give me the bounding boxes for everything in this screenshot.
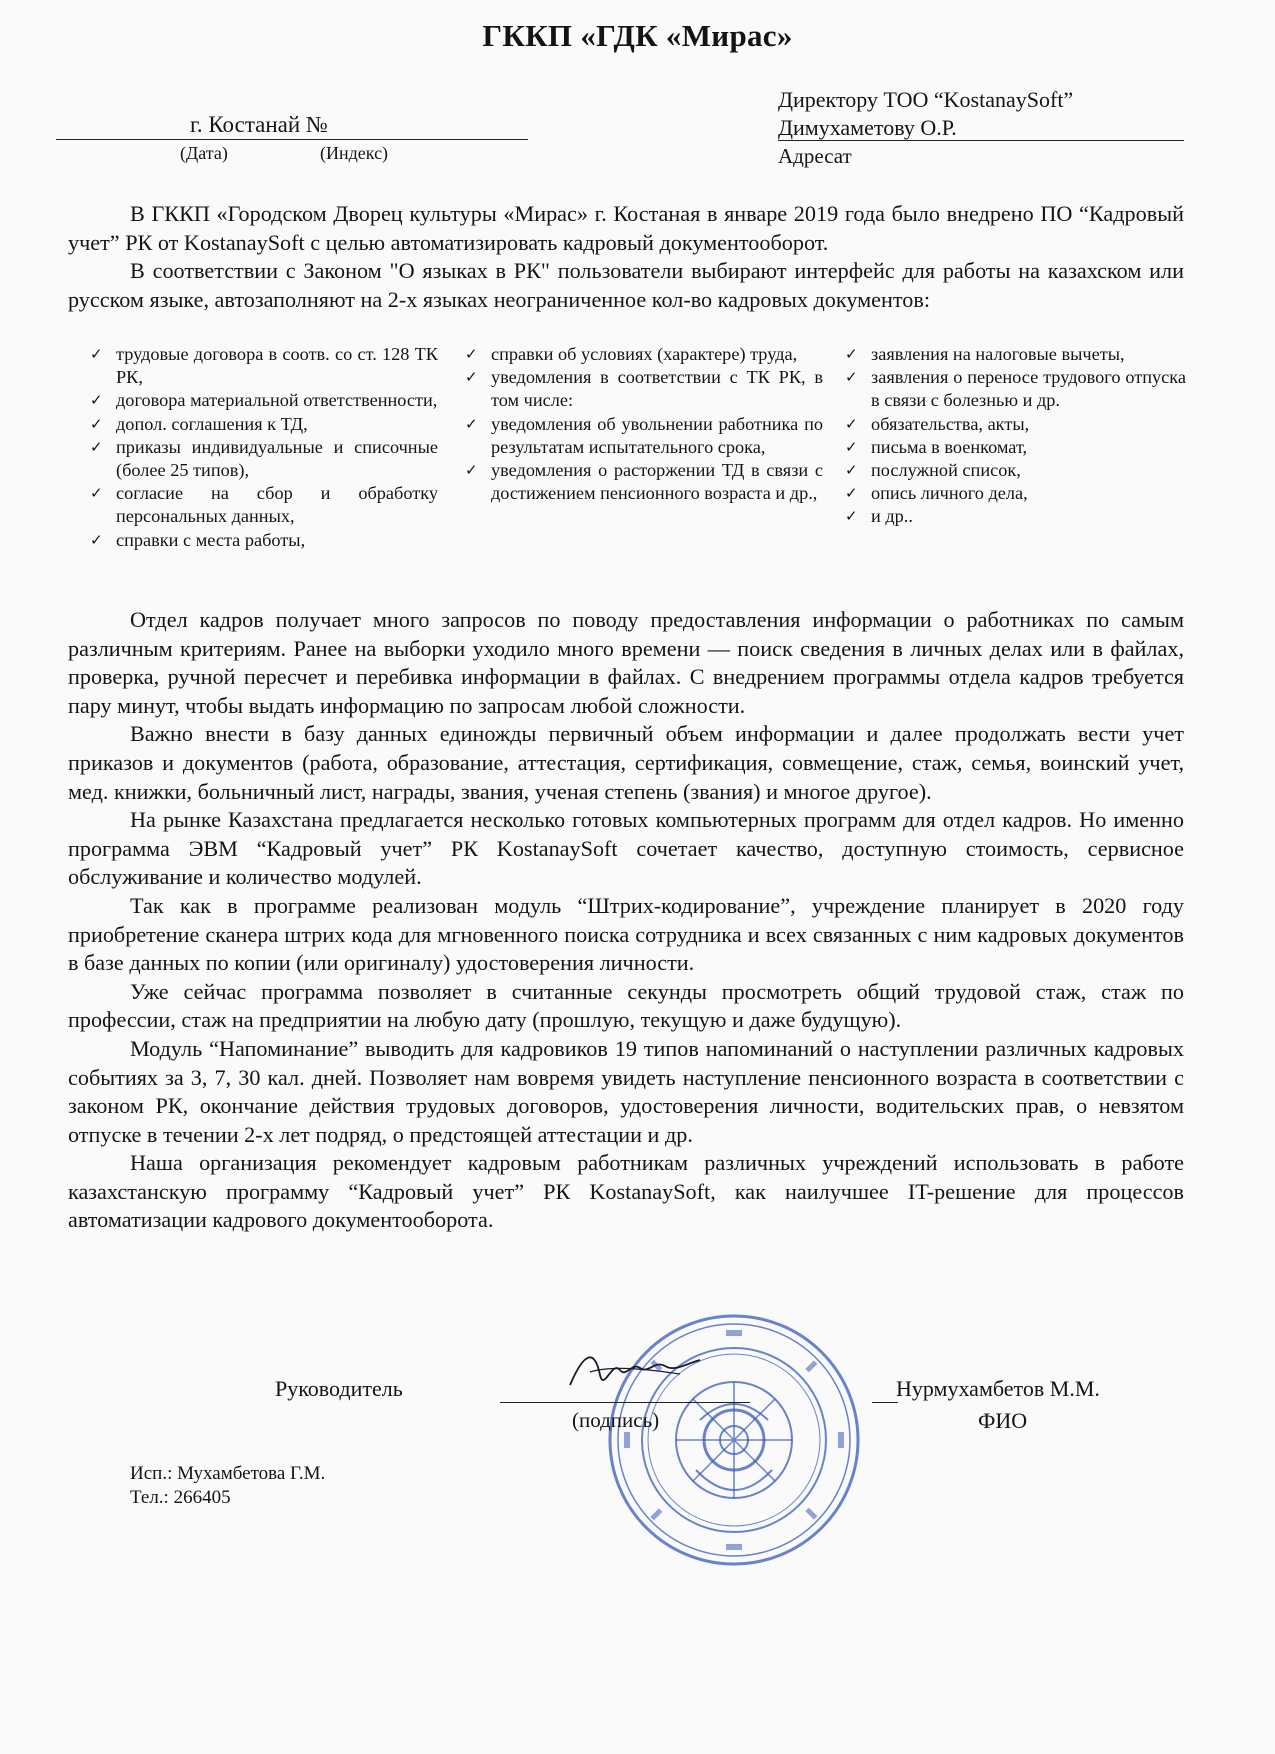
checklist-item	[461, 459, 823, 505]
recipient-underline	[778, 140, 1184, 141]
paragraph-3: Отдел кадров получает много запросов по поводу предоставления информации о работниках по самым различным критериям. Ранее на выборки уходило много времени — поиск сведения в личных делах или в файлах, проверка, ручной пересчет и перебивка информации в файлах. С внедрением программы отдела кадров требуется пару минут, чтобы выдать информацию по запросам любой сложности.	[68, 607, 1184, 718]
checklist-item-text: заявления о переносе трудового отпуска в связи с болезнью и др.	[871, 367, 1186, 411]
checklist-item	[461, 413, 823, 459]
checklist-item	[86, 389, 438, 412]
checklist-item-text: приказы индивидуальные и списочные (более 25 типов),	[116, 436, 438, 481]
checkmark-icon: ✓	[845, 484, 858, 503]
checklist-column-3	[841, 343, 1186, 529]
document-checklist	[68, 343, 1184, 583]
paragraph-9: Наша организация рекомендует кадровым работникам различных учреждений использовать в работе казахстанскую программу “Кадровый учет” РК KostanaySoft, как наилучшее IT-решение для процессов автоматизации кадрового документооборота.	[68, 1150, 1184, 1233]
checklist-item-text: трудовые договора в соотв. со ст. 128 ТК РК,	[116, 344, 438, 388]
paragraph-5: На рынке Казахстана предлагается несколько готовых компьютерных программ для отдел кадров. Но именно программа ЭВМ “Кадровый учет” РК KostanaySoft сочетает качество, доступную стоимость, сервисное обслуживание и количество модулей.	[68, 807, 1184, 890]
fio-caption: ФИО	[978, 1408, 1028, 1433]
checklist-item-text: допол. соглашения к ТД,	[116, 413, 308, 434]
checkmark-icon: ✓	[845, 414, 858, 433]
checklist-item-text: обязательства, акты,	[871, 413, 1030, 434]
checkmark-icon: ✓	[845, 368, 858, 387]
checklist-item-text: опись личного дела,	[871, 483, 1028, 504]
checklist-item-text: согласие на сбор и обработку персональных данных,	[116, 483, 438, 527]
checklist-item	[841, 482, 1186, 505]
checklist-item	[841, 343, 1186, 366]
checklist-item	[841, 436, 1186, 459]
city-number-field: г. Костанай №	[190, 112, 328, 137]
checkmark-icon: ✓	[465, 368, 478, 387]
checklist-item-text: заявления на налоговые вычеты,	[871, 344, 1125, 364]
checklist-item-text: уведомления об увольнении работника по результатам испытательного срока,	[491, 413, 823, 457]
executor-name: Исп.: Мухамбетова Г.М.	[130, 1463, 326, 1484]
date-caption: (Дата)	[180, 143, 228, 163]
checkmark-icon: ✓	[465, 345, 478, 363]
checklist-item-text: справки с места работы,	[116, 529, 306, 550]
recipient-line-1: Директору ТОО “KostanaySoft”	[778, 87, 1074, 112]
recipient-caption: Адресат	[778, 144, 852, 168]
checkmark-icon: ✓	[845, 461, 858, 480]
checkmark-icon: ✓	[90, 391, 103, 410]
organization-title: ГККП «ГДК «Мирас»	[482, 18, 793, 53]
paragraph-4: Важно внести в базу данных единожды первичный объем информации и далее продолжать вести учет приказов и документов (работа, образование, аттестация, сертификация, совмещение, стаж, семья, воинский учет, мед. книжки, больничный лист, награды, звания, ученая степень (звания) и многое другое).	[68, 721, 1184, 804]
paragraph-8: Модуль “Напоминание” выводить для кадровиков 19 типов напоминаний о наступлении различных кадровых событиях за 3, 7, 30 кал. дней. Позволяет нам вовремя увидеть наступление пенсионного возраста в соответствии с законом РК, окончание действия трудовых договоров, удостоверения личности, водительских прав, о невзятом отпуске в течении 2-х лет подряд, о предстоящей аттестации и др.	[68, 1035, 1184, 1147]
name-underline	[872, 1402, 898, 1403]
checklist-item	[461, 366, 823, 412]
executor-phone: Тел.: 266405	[130, 1487, 231, 1508]
executor-block	[130, 1462, 325, 1510]
recipient-block	[778, 86, 1073, 142]
checklist-item	[86, 482, 438, 528]
signature-line	[500, 1402, 750, 1403]
checklist-item-text: уведомления в соответствии с ТК РК, в том числе:	[491, 367, 823, 411]
checklist-item	[841, 366, 1186, 412]
main-text	[68, 606, 1184, 1235]
checklist-item	[86, 436, 438, 482]
checklist-item-text: договора материальной ответственности,	[116, 390, 438, 411]
checkmark-icon: ✓	[845, 507, 858, 526]
checklist-item	[86, 529, 438, 552]
index-caption: (Индекс)	[320, 143, 389, 163]
checkmark-icon: ✓	[90, 530, 103, 549]
checklist-item	[86, 413, 438, 436]
checklist-item	[461, 343, 823, 366]
checkmark-icon: ✓	[465, 461, 478, 480]
checklist-item-text: уведомления о расторжении ТД в связи с достижением пенсионного возраста и др.,	[491, 460, 823, 504]
handwritten-signature	[560, 1340, 710, 1400]
checklist-item	[86, 343, 438, 389]
checklist-item-text: послужной список,	[871, 460, 1021, 481]
paragraph-2: В соответствии с Законом "О языках в РК" пользователи выбирают интерфейс для работы на казахском или русском языке, автозаполняют на 2-х языках неограниченное кол-во кадровых документов:	[68, 258, 1184, 312]
checkmark-icon: ✓	[845, 345, 858, 363]
checkmark-icon: ✓	[90, 414, 103, 433]
checklist-item	[841, 413, 1186, 436]
paragraph-6: Так как в программе реализован модуль “Штрих-кодирование”, учреждение планирует в 2020 году приобретение сканера штрих кода для мгновенного поиска сотрудника и всех связанных с ним кадровых документов в базе данных по копии (или оригиналу) удостоверения личности.	[68, 892, 1184, 976]
checkmark-icon: ✓	[90, 484, 103, 503]
paragraph-7: Уже сейчас программа позволяет в считанные секунды просмотреть общий трудовой стаж, стаж по профессии, стаж на предприятии на любую дату (прошлую, текущую и даже будущую).	[68, 978, 1184, 1033]
city-underline	[56, 139, 528, 140]
recipient-line-2: Димухаметову О.Р.	[778, 115, 957, 140]
checklist-item-text: справки об условиях (характере) труда,	[491, 344, 798, 364]
checklist-item-text: письма в военкомат,	[871, 436, 1028, 457]
signatory-role: Руководитель	[275, 1376, 403, 1401]
intro-text	[68, 200, 1184, 314]
signature-caption: (подпись)	[572, 1408, 660, 1432]
checkmark-icon: ✓	[90, 345, 103, 363]
signatory-name: Нурмухамбетов М.М.	[896, 1376, 1100, 1401]
checklist-column-1	[86, 343, 438, 552]
checkmark-icon: ✓	[465, 414, 478, 433]
checkmark-icon: ✓	[90, 437, 103, 456]
checklist-item-text: и др..	[871, 506, 913, 527]
checklist-item	[841, 505, 1186, 528]
checkmark-icon: ✓	[845, 437, 858, 456]
checklist-column-2	[461, 343, 823, 505]
checklist-item	[841, 459, 1186, 482]
paragraph-1: В ГККП «Городском Дворец культуры «Мирас» г. Костаная в январе 2019 года было внедрено ПО “Кадровый учет” РК от KostanaySoft с целью автоматизировать кадровый документооборот.	[68, 201, 1184, 255]
